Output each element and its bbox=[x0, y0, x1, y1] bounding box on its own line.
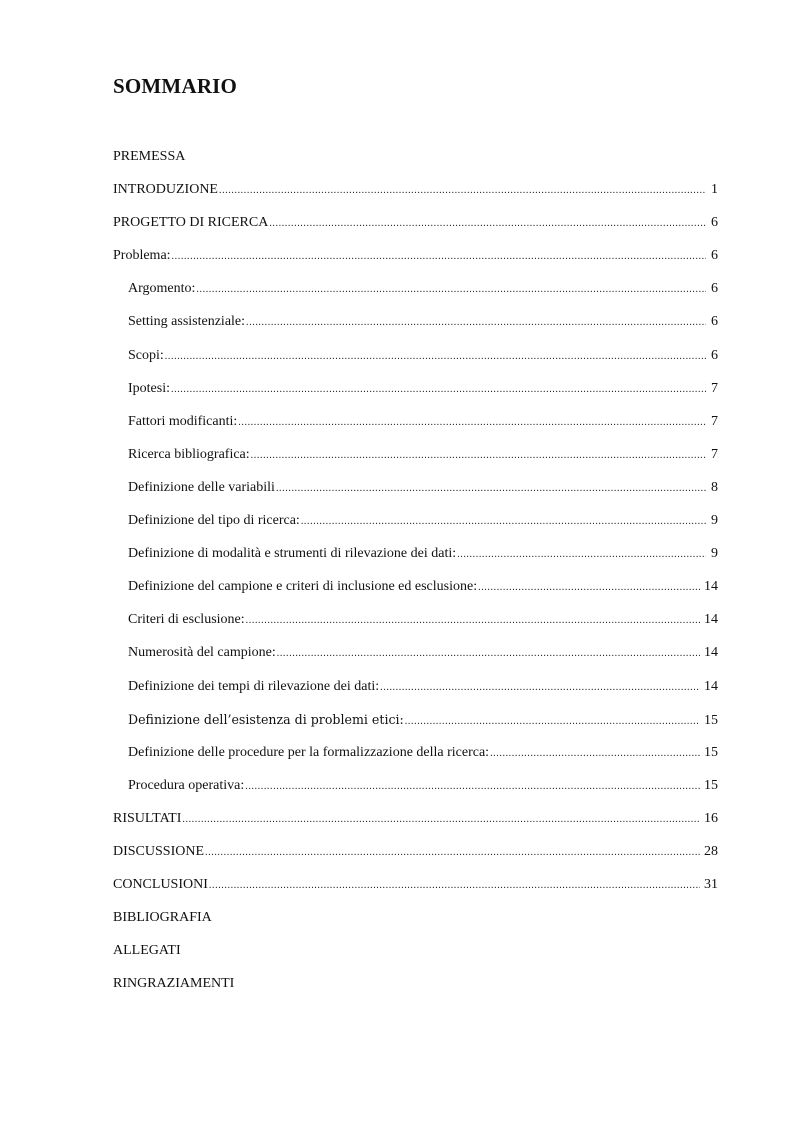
toc-entry-label: DISCUSSIONE bbox=[113, 843, 205, 859]
toc-page-number: 6 bbox=[711, 281, 718, 297]
toc-entry-label: Fattori modificanti: bbox=[128, 413, 238, 429]
toc-page-number: 16 bbox=[704, 810, 718, 826]
dot-leader bbox=[380, 671, 700, 704]
toc-entry-allegati[interactable] bbox=[113, 934, 718, 967]
page-title: SOMMARIO bbox=[113, 74, 238, 98]
toc-entry-fattori-modificanti[interactable] bbox=[113, 405, 718, 438]
toc-entry-label: Definizione dell’esistenza di problemi etici: bbox=[128, 711, 404, 727]
dot-leader bbox=[478, 571, 700, 604]
toc-page-number: 7 bbox=[711, 446, 718, 462]
dot-leader bbox=[182, 803, 700, 836]
toc-entry-label: PREMESSA bbox=[113, 149, 186, 164]
toc-page-number: 9 bbox=[711, 513, 718, 529]
toc-page-number: 6 bbox=[711, 248, 718, 264]
toc-entry-label: Problema: bbox=[113, 248, 171, 264]
toc-entry-procedura-operativa[interactable] bbox=[113, 769, 718, 802]
toc-entry-label: Criteri di esclusione: bbox=[128, 612, 245, 628]
dot-leader bbox=[251, 439, 706, 472]
toc-entry-label: Definizione dei tempi di rilevazione dei dati: bbox=[128, 678, 380, 694]
dot-leader bbox=[219, 174, 706, 207]
dot-leader bbox=[246, 604, 700, 637]
toc-page-number: 9 bbox=[711, 546, 718, 562]
toc-entry-ipotesi[interactable] bbox=[113, 372, 718, 405]
toc-page-number: 1 bbox=[711, 182, 718, 198]
toc-page-number: 7 bbox=[711, 380, 718, 396]
toc-entry-label: Definizione di modalità e strumenti di rilevazione dei dati: bbox=[128, 546, 457, 562]
toc-entry-label: Ipotesi: bbox=[128, 380, 170, 396]
toc-entry-problemi-etici[interactable] bbox=[113, 703, 718, 736]
toc-entry-label: CONCLUSIONI bbox=[113, 877, 208, 893]
toc-entry-label: Procedura operativa: bbox=[128, 777, 245, 793]
toc-page-number: 14 bbox=[704, 579, 718, 595]
toc-entry-definizione-modalita-strumenti[interactable] bbox=[113, 537, 718, 570]
toc-entry-discussione[interactable] bbox=[113, 835, 718, 868]
toc-entry-label: RISULTATI bbox=[113, 810, 182, 826]
toc-page-number: 14 bbox=[704, 612, 718, 628]
dot-leader bbox=[165, 340, 706, 373]
toc-entry-premessa[interactable] bbox=[113, 140, 718, 173]
toc-entry-ringraziamenti[interactable] bbox=[113, 967, 718, 1000]
toc-entry-label: RINGRAZIAMENTI bbox=[113, 976, 235, 992]
dot-leader bbox=[209, 869, 700, 902]
toc-page-number: 6 bbox=[711, 215, 718, 231]
dot-leader bbox=[277, 637, 700, 670]
toc-entry-definizione-procedure[interactable] bbox=[113, 736, 718, 769]
toc-page-number: 14 bbox=[704, 678, 718, 694]
dot-leader bbox=[172, 240, 706, 273]
dot-leader bbox=[196, 273, 706, 306]
toc-page-number: 15 bbox=[704, 777, 718, 793]
toc-page-number: 15 bbox=[704, 712, 718, 728]
dot-leader bbox=[171, 373, 706, 406]
toc-entry-problema[interactable] bbox=[113, 239, 718, 272]
toc-entry-label: Argomento: bbox=[128, 281, 196, 297]
toc-page-number: 31 bbox=[704, 877, 718, 893]
toc-entry-label: PROGETTO DI RICERCA bbox=[113, 215, 269, 231]
table-of-contents bbox=[113, 140, 718, 1000]
toc-entry-label: Definizione del campione e criteri di inclusione ed esclusione: bbox=[128, 579, 478, 595]
toc-entry-ricerca-bibliografica[interactable] bbox=[113, 438, 718, 471]
dot-leader bbox=[246, 306, 706, 339]
dot-leader bbox=[205, 836, 700, 869]
toc-entry-definizione-variabili[interactable] bbox=[113, 471, 718, 504]
dot-leader bbox=[301, 505, 706, 538]
toc-entry-definizione-tempi[interactable] bbox=[113, 670, 718, 703]
toc-entry-scopi[interactable] bbox=[113, 339, 718, 372]
toc-page-number: 8 bbox=[711, 479, 718, 495]
toc-entry-label: Definizione delle procedure per la formalizzazione della ricerca: bbox=[128, 744, 490, 760]
toc-entry-label: BIBLIOGRAFIA bbox=[113, 910, 212, 926]
toc-entry-bibliografia[interactable] bbox=[113, 901, 718, 934]
toc-entry-argomento[interactable] bbox=[113, 272, 718, 305]
toc-page-number: 28 bbox=[704, 843, 718, 859]
dot-leader bbox=[276, 472, 706, 505]
toc-page-number: 6 bbox=[711, 314, 718, 330]
toc-entry-introduzione[interactable] bbox=[113, 173, 718, 206]
toc-entry-label: Numerosità del campione: bbox=[128, 645, 276, 661]
dot-leader bbox=[490, 737, 700, 770]
toc-entry-label: Scopi: bbox=[128, 347, 164, 363]
toc-entry-label: Setting assistenziale: bbox=[128, 314, 246, 330]
dot-leader bbox=[269, 207, 706, 240]
toc-entry-conclusioni[interactable] bbox=[113, 868, 718, 901]
toc-entry-definizione-campione[interactable] bbox=[113, 570, 718, 603]
toc-entry-numerosita-campione[interactable] bbox=[113, 636, 718, 669]
toc-entry-criteri-esclusione[interactable] bbox=[113, 603, 718, 636]
toc-entry-risultati[interactable] bbox=[113, 802, 718, 835]
toc-entry-setting-assistenziale[interactable] bbox=[113, 305, 718, 338]
toc-entry-label: ALLEGATI bbox=[113, 943, 181, 959]
toc-entry-definizione-tipo-ricerca[interactable] bbox=[113, 504, 718, 537]
toc-page-number: 7 bbox=[711, 413, 718, 429]
toc-page-number: 14 bbox=[704, 645, 718, 661]
toc-entry-label: Ricerca bibliografica: bbox=[128, 446, 250, 462]
toc-entry-progetto-di-ricerca[interactable] bbox=[113, 206, 718, 239]
toc-entry-label: Definizione delle variabili bbox=[128, 479, 275, 495]
dot-leader bbox=[405, 705, 700, 738]
toc-page-number: 15 bbox=[704, 744, 718, 760]
dot-leader bbox=[457, 538, 706, 571]
toc-entry-label: INTRODUZIONE bbox=[113, 182, 218, 198]
dot-leader bbox=[238, 406, 706, 439]
dot-leader bbox=[245, 770, 700, 803]
toc-entry-label: Definizione del tipo di ricerca: bbox=[128, 513, 300, 529]
toc-page-number: 6 bbox=[711, 347, 718, 363]
